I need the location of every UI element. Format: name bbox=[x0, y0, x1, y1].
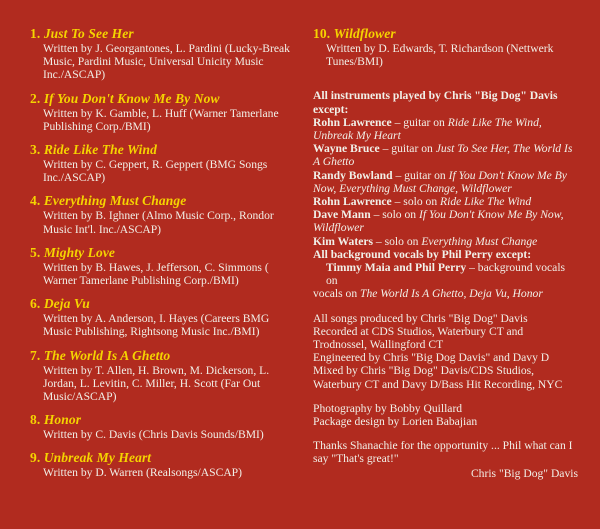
two-column-layout bbox=[30, 26, 578, 519]
track-listing bbox=[30, 193, 295, 235]
track-name: Deja Vu bbox=[43, 296, 90, 312]
track-title bbox=[30, 91, 295, 106]
track-listing bbox=[30, 348, 295, 404]
track-title bbox=[30, 412, 295, 427]
photography-credit: Photography by Bobby Quillard bbox=[313, 401, 463, 415]
track-title bbox=[30, 450, 295, 465]
performer-name: Rohn Lawrence bbox=[313, 195, 392, 209]
performer-tracks: If You Don't Know Me By Now, Everything Must Change, Wildflower bbox=[313, 168, 567, 195]
track-listing bbox=[30, 26, 295, 82]
performer-credit bbox=[313, 195, 578, 208]
track-credit: Written by C. Geppert, R. Geppert (BMG Songs Inc./ASCAP) bbox=[43, 158, 268, 185]
thanks-block bbox=[313, 439, 578, 480]
performer-role: – guitar on bbox=[382, 142, 436, 156]
track-name: Wildflower bbox=[333, 26, 396, 41]
performer-tracks: Just To See Her, The World Is A Ghetto bbox=[313, 142, 573, 169]
track-credit: Written by C. Davis (Chris Davis Sounds/BMI) bbox=[43, 428, 264, 442]
track-listing bbox=[30, 412, 295, 441]
vocals-detail-tracks: vocals on The World Is A Ghetto, Deja Vu, Honor bbox=[313, 287, 543, 301]
track-credit: Written by K. Gamble, L. Huff (Warner Tamerlane Publishing Corp./BMI) bbox=[43, 106, 279, 133]
track-credit: Written by B. Ighner (Almo Music Corp., Rondor Music Int'l. Inc./ASCAP) bbox=[43, 209, 274, 236]
performer-role: – guitar on bbox=[394, 115, 448, 129]
performer-name: Wayne Bruce bbox=[313, 142, 380, 156]
signature: Chris "Big Dog" Davis bbox=[470, 466, 578, 480]
performer-role: – guitar on bbox=[395, 168, 449, 182]
track-number: 6. bbox=[30, 296, 41, 312]
track-number: 1. bbox=[30, 26, 41, 41]
track-number: 10. bbox=[313, 26, 331, 41]
vocals-tracks: The World Is A Ghetto, Deja Vu, Honor bbox=[360, 287, 543, 301]
performer-tracks: If You Don't Know Me By Now, Wildflower bbox=[313, 208, 564, 235]
thanks-text: Thanks Shanachie for the opportunity ... Phil what can I say "That's great!" bbox=[313, 439, 573, 466]
spacer bbox=[313, 77, 578, 89]
track-title bbox=[313, 26, 578, 41]
track-credit: Written by J. Georgantones, L. Pardini (Lucky-Break Music, Pardini Music, Universal Unicity Music Inc./ASCAP) bbox=[43, 42, 290, 82]
performer-name: Dave Mann bbox=[313, 208, 371, 222]
instruments-header: All instruments played by Chris "Big Dog" Davis except: bbox=[313, 89, 558, 116]
vocals-role: – background vocals on bbox=[326, 261, 566, 288]
track-credit: Written by T. Allen, H. Brown, M. Dickerson, L. Jordan, L. Levitin, C. Miller, H. Scott (Far Out Music/ASCAP) bbox=[43, 363, 270, 404]
package-design-credit: Package design by Lorien Babajian bbox=[313, 415, 478, 429]
track-listing bbox=[30, 245, 295, 287]
performer-role: – solo on bbox=[375, 234, 422, 248]
performer-name: Rohn Lawrence bbox=[313, 115, 392, 129]
production-credits bbox=[313, 312, 578, 391]
track-number: 9. bbox=[30, 450, 41, 466]
track-listing bbox=[30, 450, 295, 479]
track-number: 3. bbox=[30, 142, 41, 158]
production-line: Mixed by Chris "Big Dog" Davis/CDS Studios, Waterbury CT and Davy D/Bass Hit Recording, NYC bbox=[313, 364, 563, 391]
track-name: Unbreak My Heart bbox=[43, 450, 152, 466]
credits-right-column bbox=[313, 26, 578, 519]
track-number: 2. bbox=[30, 90, 41, 106]
track-listing bbox=[30, 296, 295, 338]
performer-tracks: Ride Like The Wind, Unbreak My Heart bbox=[313, 115, 542, 143]
vocals-header: All background vocals by Phil Perry except: bbox=[313, 247, 532, 261]
performer-credit bbox=[313, 169, 578, 195]
track-name: Just To See Her bbox=[43, 26, 134, 41]
track-credit: Written by B. Hawes, J. Jefferson, C. Simmons ( Warner Tamerlane Publishing Corp./BMI) bbox=[43, 260, 269, 288]
production-line: All songs produced by Chris "Big Dog" Davis bbox=[313, 311, 528, 325]
performer-tracks: Ride Like The Wind bbox=[440, 195, 532, 209]
production-line: Recorded at CDS Studios, Waterbury CT and Trodnossel, Wallingford CT bbox=[313, 324, 524, 352]
track-name: The World Is A Ghetto bbox=[43, 347, 171, 363]
track-name: Everything Must Change bbox=[43, 193, 187, 209]
track-title bbox=[30, 296, 295, 311]
track-name: Honor bbox=[43, 412, 82, 428]
track-listing bbox=[30, 91, 295, 133]
design-credits bbox=[313, 402, 578, 428]
vocals-detail bbox=[313, 261, 578, 287]
track-title bbox=[30, 26, 295, 41]
track-number: 7. bbox=[30, 347, 41, 363]
track-title bbox=[30, 193, 295, 208]
performer-credit bbox=[313, 142, 578, 168]
track-list-left-column bbox=[30, 26, 295, 519]
track-number: 8. bbox=[30, 412, 41, 428]
track-name: If You Don't Know Me By Now bbox=[43, 90, 220, 106]
track-name: Ride Like The Wind bbox=[43, 142, 157, 158]
track-credit: Written by D. Warren (Realsongs/ASCAP) bbox=[43, 466, 242, 480]
performer-credit bbox=[313, 116, 578, 142]
performer-name: Kim Waters bbox=[313, 234, 374, 248]
performer-role: – solo on bbox=[394, 195, 441, 209]
track-title bbox=[30, 142, 295, 157]
track-listing bbox=[30, 142, 295, 184]
track-credit: Written by A. Anderson, I. Hayes (Careers BMG Music Publishing, Rightsong Music Inc./BMI) bbox=[43, 312, 270, 339]
vocals-name: Timmy Maia and Phil Perry bbox=[326, 261, 467, 275]
track-title bbox=[30, 348, 295, 363]
performer-role: – solo on bbox=[373, 208, 419, 222]
instruments-credits bbox=[313, 89, 578, 300]
performer-name: Randy Bowland bbox=[313, 168, 393, 182]
track-number: 5. bbox=[30, 244, 41, 260]
track-credit: Written by D. Edwards, T. Richardson (Nettwerk Tunes/BMI) bbox=[326, 42, 554, 69]
production-line: Engineered by Chris "Big Dog Davis" and Davy D bbox=[313, 351, 550, 365]
track-number: 4. bbox=[30, 193, 41, 209]
performer-credit bbox=[313, 235, 578, 248]
track-title bbox=[30, 245, 295, 260]
performer-credit bbox=[313, 208, 578, 234]
track-name: Mighty Love bbox=[43, 244, 116, 260]
performer-tracks: Everything Must Change bbox=[421, 234, 538, 248]
track-listing bbox=[313, 26, 578, 68]
